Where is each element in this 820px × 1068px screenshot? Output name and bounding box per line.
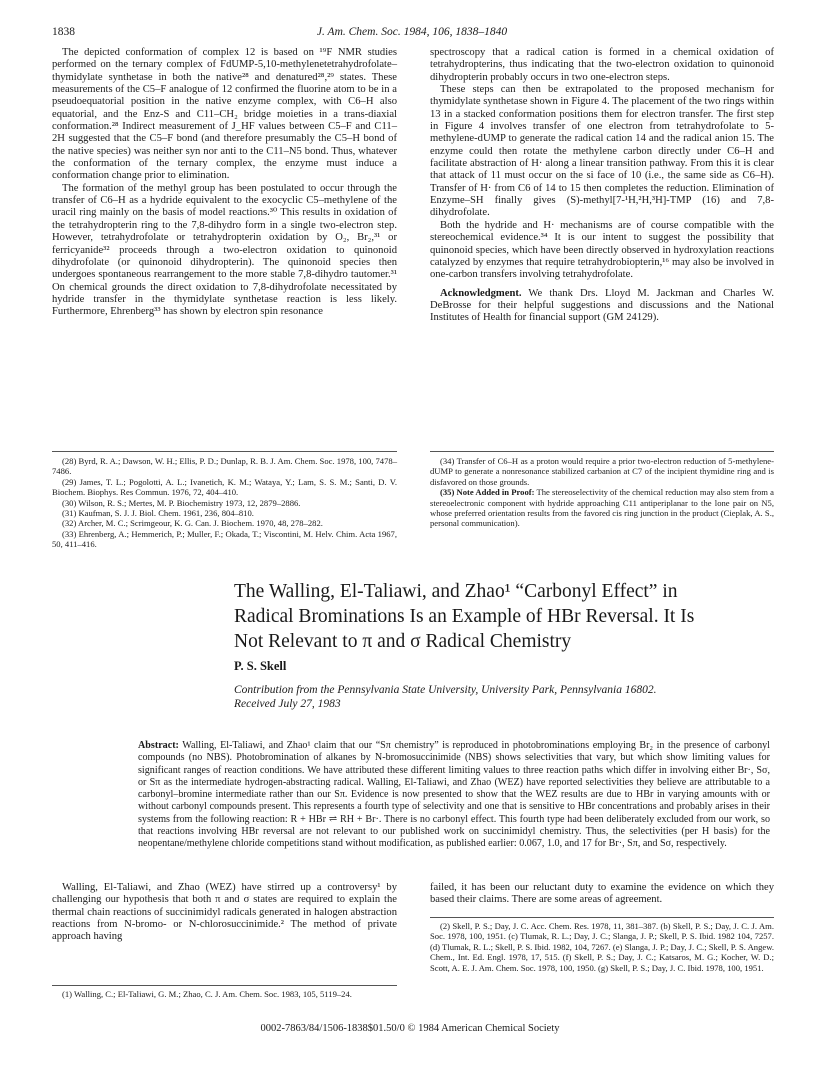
paragraph: Both the hydride and H· mechanisms are of course compatible with the stereochemical evidence.³⁴ It is our intent to suggest the possibility that quinonoid species, which have been directly observed in hydroxylation reactions catalyzed by enzymes that require tetrahydrobiopterin,¹⁶ may also be involved in one-carbon transfers involving tetrahydrofolate. (430, 219, 774, 281)
footnote-rule (52, 985, 397, 986)
title-line: Radical Brominations Is an Example of HBr Reversal. It Is (234, 606, 695, 627)
received-date: Received July 27, 1983 (234, 698, 341, 710)
left-column (52, 47, 397, 319)
footnote-1 (52, 989, 397, 999)
footnotes-left (52, 456, 397, 550)
note-text: The stereoselectivity of the chemical reduction may also stem from a stereoelectronic component with hydride approaching C11 antiperiplanar to the lone pair on N5, whose preferred orientation results from the favored cis ring junction in the product (Cieplak, A. S., personal communication). (430, 487, 774, 529)
footnote: (31) Kaufman, S. J. J. Biol. Chem. 1961, 236, 804–810. (62, 508, 254, 519)
article-title (234, 579, 794, 654)
footnote-rule (52, 451, 397, 452)
title-line: The Walling, El-Taliawi, and Zhao¹ “Carbonyl Effect” in (234, 581, 678, 602)
abstract (138, 740, 770, 851)
paragraph: These steps can then be extrapolated to the proposed mechanism for thymidylate synthetase shown in Figure 4. The placement of the two rings within 13 in a stacked conformation positions them for electron transfer. The first step in Figure 4 involves transfer of one electron from tetrahydrofolate to 5-methylene-dUMP to generate the radical cation 14 and the radical anion 15. The enzyme could then rotate the methylene carbon directly under C6–H and facilitate abstraction of H· along a linear transition pathway. From this it is clear that attack of 11 must occur on the si face of 10 (i.e., the same side as C6–H). Transfer of H· from C6 of 14 to 15 then completes the reduction. Elimination of Enzyme–SH finally gives (S)-methyl[7-¹H,²H,³H]-TMP (16) and 7,8-dihydrofolate. (430, 84, 774, 219)
affiliation-block (234, 683, 794, 711)
page-number: 1838 (52, 26, 75, 38)
paragraph: Walling, El-Taliawi, and Zhao (WEZ) have stirred up a controversy¹ by challenging our hypothesis that both π and σ states are required to explain the thermal chain reactions of succinimidyl radicals generated in halogen abstraction reactions from N-bromo- or N-chlorosuccinimide.² The method of private approach having (52, 882, 397, 943)
footnote: (2) Skell, P. S.; Day, J. C. Acc. Chem. Res. 1978, 11, 381–387. (b) Skell, P. S.; Day, J. C. J. Am. Soc. 1978, 100, 1951. (c) Tlumak, R. L.; Day, J. C.; Slanga, J. P.; Skell, P. S. Ibid. 1982 104, 7257. (d) Tlumak, R. L.; Skell, P. S. Ibid. 1982, 104, 7267. (e) Slanga, J. P.; Day, J. C.; Skell, P. S. Angew. Chem., Int. Ed. Engl. 1978, 17, 515. (f) Skell, P. S.; Day, J. C.; Katsaros, M. G.; Kocher, W. D.; Scott, A. E. J. Am. Chem. Soc. 1978, 100, 1950. (g) Skell, P. S.; Day, J. C. Ibid. 1978, 100, 1951. (430, 921, 774, 973)
footnote: (28) Byrd, R. A.; Dawson, W. H.; Ellis, P. D.; Dunlap, R. B. J. Am. Chem. Soc. 1978, 100, 7478–7486. (52, 456, 397, 477)
footnote-rule (430, 451, 774, 452)
affiliation: Contribution from the Pennsylvania State University, University Park, Pennsylvania 16802. (234, 684, 657, 696)
footnote: (32) Archer, M. C.; Scrimgeour, K. G. Can. J. Biochem. 1970, 48, 278–282. (62, 518, 323, 529)
copyright-footer: 0002-7863/84/1506-1838$01.50/0 © 1984 American Chemical Society (260, 1023, 560, 1034)
abstract-text: Walling, El-Taliawi, and Zhao¹ claim that our “Sπ chemistry” is reproduced in photobrominations employing Br₂ in the presence of carbonyl compounds (no NBS). Photobromination of alkanes by N-bromosuccinimide (NBS) shows selectivities that vary, but which show limiting values for significant ranges of reaction conditions. We have attributed these different limiting values to three reaction paths which differ in involving either Br·, Sσ, or Sπ as the intermediate hydrogen-abstracting radical. Walling, El-Taliawi, and Zhao (WEZ) have reported selectivities they believe are attributable to a carbonyl–bromine intermediate rather than our Sπ. Evidence is now presented to show that the WEZ results are due to HBr in varying amounts with or without carbonyl compounds present. This represents a fourth type of selectivity and one that is sensitive to HBr concentrations and probably arises in their systems from the following reaction: R + HBr ⇌ RH + Br·. There is no carbonyl effect. This fourth type had been deliberately excluded from our work, so that reactions involving HBr reversal are not relevant to our published work on succinimidyl chemistry. Thus, the selectivities (per H basis) for the neopentane/methylene chloride competitions stand without modification, as published earlier: 0.067, 1.0, and 17 for Br·, Sπ, and Sσ, respectively. (138, 740, 770, 850)
footnotes-right (430, 456, 774, 529)
acknowledgment-label: Acknowledgment. (440, 287, 522, 299)
paragraph: failed, it has been our reluctant duty to examine the evidence on which they based their claims. There are some areas of agreement. (430, 882, 774, 906)
running-header (52, 26, 772, 42)
journal-citation: J. Am. Chem. Soc. 1984, 106, 1838–1840 (316, 26, 508, 38)
title-line: Not Relevant to π and σ Radical Chemistry (234, 631, 572, 652)
acknowledgment (430, 288, 774, 325)
footnote-2 (430, 921, 774, 973)
paragraph: The formation of the methyl group has been postulated to occur through the transfer of C6–H as a hydride equivalent to the exocyclic C5–methylene of the uracil ring mainly on the basis of model reactions.³⁰ This results in oxidation of the tetrahydropterin ring to the 7,8-dihydro form in a single two-electron step. However, tetrahydrofolate or tetrahydropterin oxidation by O₂, Br₂,³¹ or ferricyanide³² proceeds through a two-electron oxidation to quinonoid dihydrofolate (or quinonoid dihydropterin). The quinonoid species then undergoes spontaneous rearrangement to the more stable 7,8-dihydro tautomer.³¹ On chemical grounds the direct oxidation to 7,8-dihydrofolate necessitated by hydride transfer in the thymidylate synthetase reaction is less likely. Furthermore, Ehrenberg³³ has shown by electron spin resonance (52, 182, 397, 318)
footnote: (33) Ehrenberg, A.; Hemmerich, P.; Muller, F.; Okada, T.; Viscontini, M. Helv. Chim. Acta 1967, 50, 411–416. (52, 528, 397, 550)
body-left (52, 882, 397, 944)
right-column (430, 47, 774, 325)
acknowledgment-text: We thank Drs. Lloyd M. Jackman and Charles W. DeBrosse for their helpful suggestions and discussions and the National Institutes of Health for financial support (GM 24129). (430, 287, 774, 324)
note-label: (35) Note Added in Proof: (440, 487, 535, 498)
author: P. S. Skell (234, 659, 287, 673)
footnote: (1) Walling, C.; El-Taliawi, G. M.; Zhao, C. J. Am. Chem. Soc. 1983, 105, 5119–24. (62, 989, 352, 999)
abstract-label: Abstract: (138, 740, 179, 751)
footnote: (30) Wilson, R. S.; Mertes, M. P. Biochemistry 1973, 12, 2879–2886. (62, 497, 301, 508)
footnote (430, 487, 774, 529)
footnote-rule (430, 917, 774, 918)
footnote: (34) Transfer of C6–H as a proton would require a prior two-electron reduction of 5-methylene-dUMP to generate a nonresonance stabilized carbanion at C7 of the incipient thymidine ring and is disfavored on those grounds. (430, 456, 774, 487)
paragraph: The depicted conformation of complex 12 is based on ¹⁹F NMR studies performed on the ternary complex of FdUMP-5,10-methylenetetrahydrofolate–thymidylate synthetase in both the native²⁸ and denatured²⁸,²⁹ states. These measurements of the C5–F analogue of 12 confirmed the fluorine atom to be in a pseudoequatorial position in the native enzyme complex, with C6–H also equatorial, and the Enz-S and C11–CH₂ bridge moieties in a trans-diaxial conformation.²⁸ Indirect measurement of J_HF values between C5–F and C11–2H suggested that the C5–F bond (and therefore presumably the C5–H bond of the native species) was neither syn nor anti to the C11–N5 bond. Thus, whatever the conformation of the ternary complex, the enzyme must induce a conformation change prior to elimination. (52, 47, 397, 182)
body-right (430, 882, 774, 907)
footnote: (29) James, T. L.; Pogolotti, A. L.; Ivanetich, K. M.; Wataya, Y.; Lam, S. S. M.; Santi, D. V. Biochem. Biophys. Res Commun. 1976, 72, 404–410. (52, 476, 397, 498)
paragraph: spectroscopy that a radical cation is formed in a chemical oxidation of tetrahydropterins, thus indicating that the two-electron oxidation to quinonoid dihydropterin probably occurs in two one-electron steps. (430, 47, 774, 83)
